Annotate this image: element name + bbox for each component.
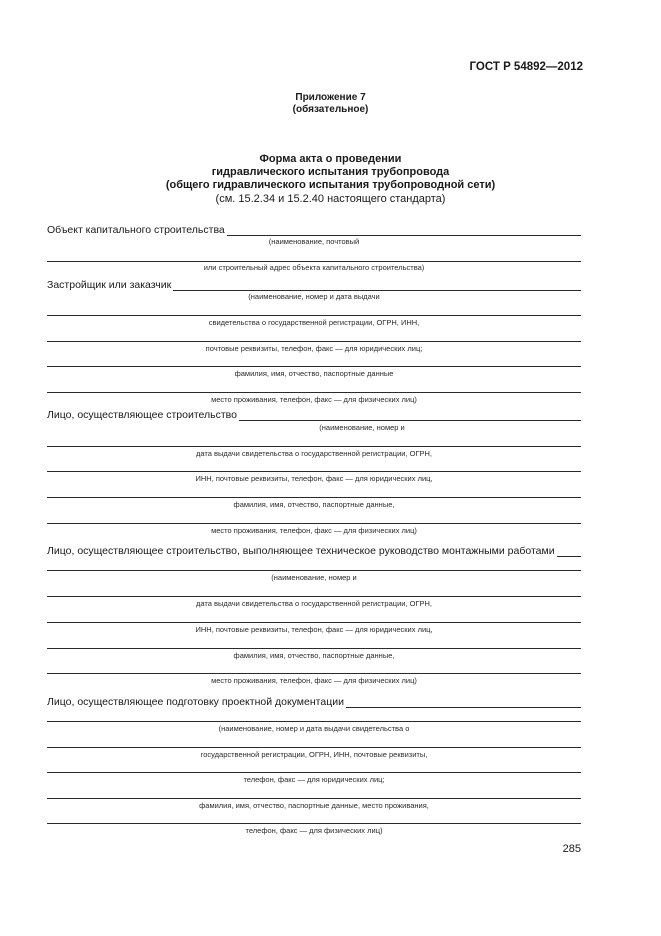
developer-field[interactable] bbox=[47, 279, 581, 291]
object-field[interactable] bbox=[47, 224, 581, 236]
form-title-reference: (см. 15.2.34 и 15.2.40 настоящего стандарта) bbox=[215, 193, 446, 205]
page-number: 285 bbox=[562, 843, 581, 855]
developer-hint-5: место проживания, телефон, факс — для физических лиц) bbox=[211, 395, 417, 404]
tech-supervisor-label: Лицо, осуществляющее строительство, выполняющее техническое руководство монтажными работами bbox=[47, 545, 555, 557]
builder-hint-3: ИНН, почтовые реквизиты, телефон, факс — для юридических лиц, bbox=[195, 474, 433, 483]
developer-label: Застройщик или заказчик bbox=[47, 279, 172, 291]
builder-field[interactable] bbox=[47, 409, 581, 421]
builder-line-5[interactable] bbox=[47, 523, 581, 524]
designer-line-1[interactable] bbox=[47, 721, 581, 722]
form-title-line2: гидравлического испытания трубопровода bbox=[211, 166, 450, 178]
designer-input-line[interactable] bbox=[346, 698, 581, 708]
tech-supervisor-hint-3: ИНН, почтовые реквизиты, телефон, факс — для юридических лиц, bbox=[195, 625, 433, 634]
tech-supervisor-line-1[interactable] bbox=[47, 570, 581, 571]
developer-line-4[interactable] bbox=[47, 366, 581, 367]
tech-supervisor-hint-5: место проживания, телефон, факс — для физических лиц) bbox=[211, 676, 417, 685]
designer-label: Лицо, осуществляющее подготовку проектной документации bbox=[47, 696, 344, 708]
developer-hint-3: почтовые реквизиты, телефон, факс — для юридических лиц; bbox=[205, 344, 423, 353]
developer-hint-2: свидетельства о государственной регистрации, ОГРН, ИНН, bbox=[208, 318, 420, 327]
builder-line-2[interactable] bbox=[47, 446, 581, 447]
form-title-line1: Форма акта о проведении bbox=[259, 153, 402, 165]
tech-supervisor-hint-4: фамилия, имя, отчество, паспортные данные, bbox=[233, 651, 395, 660]
designer-hint-4: фамилия, имя, отчество, паспортные данные, место проживания, bbox=[199, 801, 429, 810]
tech-supervisor-input-line[interactable] bbox=[557, 547, 581, 557]
tech-supervisor-line-5[interactable] bbox=[47, 673, 581, 674]
developer-line-3[interactable] bbox=[47, 341, 581, 342]
designer-field[interactable] bbox=[47, 696, 581, 708]
tech-supervisor-line-4[interactable] bbox=[47, 648, 581, 649]
designer-hint-5: телефон, факс — для физических лиц) bbox=[245, 826, 383, 835]
builder-label: Лицо, осуществляющее строительство bbox=[47, 409, 237, 421]
builder-hint-1: (наименование, номер и bbox=[319, 423, 405, 432]
developer-line-5[interactable] bbox=[47, 392, 581, 393]
builder-input-line[interactable] bbox=[239, 411, 581, 421]
object-hint-1: (наименование, почтовый bbox=[268, 237, 360, 246]
tech-supervisor-hint-2: дата выдачи свидетельства о государственной регистрации, ОГРН, bbox=[195, 599, 433, 608]
tech-supervisor-line-2[interactable] bbox=[47, 596, 581, 597]
designer-line-2[interactable] bbox=[47, 747, 581, 748]
designer-hint-3: телефон, факс — для юридических лиц; bbox=[243, 775, 385, 784]
appendix-type: (обязательное) bbox=[292, 104, 369, 115]
appendix-label: Приложение 7 bbox=[295, 92, 366, 103]
builder-hint-4: фамилия, имя, отчество, паспортные данные, bbox=[233, 500, 395, 509]
developer-hint-4: фамилия, имя, отчество, паспортные данные bbox=[234, 369, 394, 378]
standard-number: ГОСТ Р 54892—2012 bbox=[469, 61, 583, 73]
tech-supervisor-line-3[interactable] bbox=[47, 622, 581, 623]
object-hint-2: или строительный адрес объекта капитального строительства) bbox=[203, 263, 425, 272]
object-line-2[interactable] bbox=[47, 261, 581, 262]
developer-line-2[interactable] bbox=[47, 315, 581, 316]
builder-hint-2: дата выдачи свидетельства о государственной регистрации, ОГРН, bbox=[195, 449, 433, 458]
builder-line-3[interactable] bbox=[47, 471, 581, 472]
tech-supervisor-hint-1: (наименование, номер и bbox=[271, 573, 357, 582]
developer-hint-1: (наименование, номер и дата выдачи bbox=[248, 292, 380, 301]
developer-input-line[interactable] bbox=[173, 281, 581, 291]
designer-line-3[interactable] bbox=[47, 772, 581, 773]
designer-line-4[interactable] bbox=[47, 798, 581, 799]
object-input-line[interactable] bbox=[227, 226, 581, 236]
designer-line-5[interactable] bbox=[47, 823, 581, 824]
builder-line-4[interactable] bbox=[47, 497, 581, 498]
designer-hint-2: государственной регистрации, ОГРН, ИНН, почтовые реквизиты, bbox=[200, 750, 428, 759]
object-label: Объект капитального строительства bbox=[47, 224, 225, 236]
form-title-line3: (общего гидравлического испытания трубопроводной сети) bbox=[165, 179, 496, 191]
designer-hint-1: (наименование, номер и дата выдачи свидетельства о bbox=[218, 724, 410, 733]
tech-supervisor-field[interactable] bbox=[47, 545, 581, 557]
builder-hint-5: место проживания, телефон, факс — для физических лиц) bbox=[211, 526, 417, 535]
